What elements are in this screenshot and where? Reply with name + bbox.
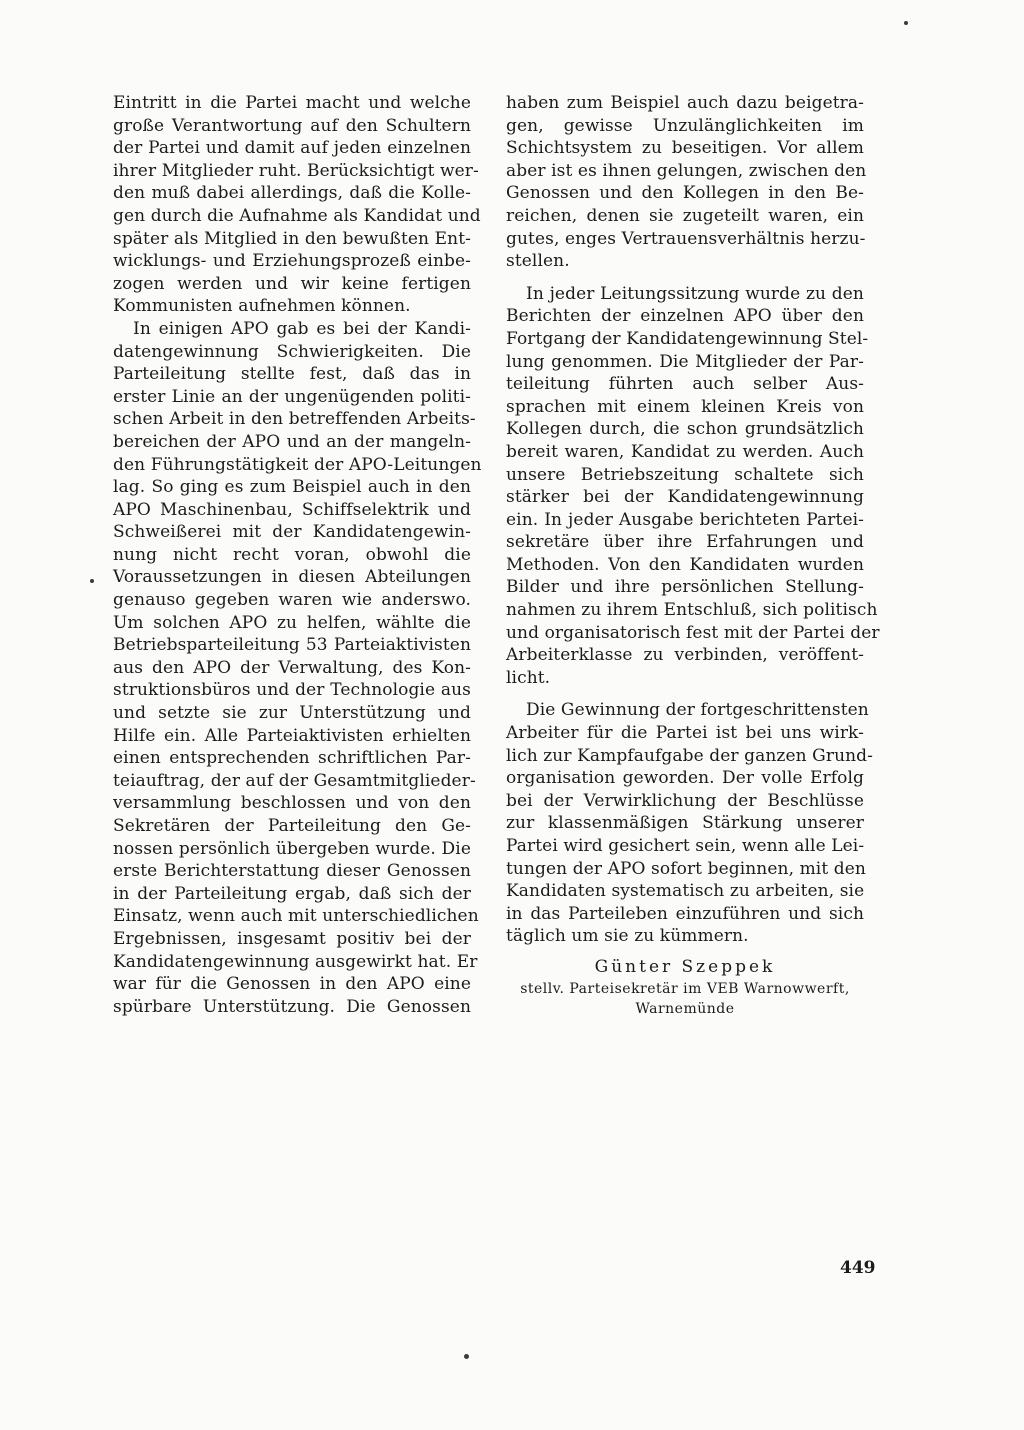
text-line: Partei wird gesichert sein, wenn alle Lei- — [506, 836, 865, 856]
text-line: erste Berichterstattung dieser Genossen — [113, 861, 471, 882]
text-line: nung nicht recht voran, obwohl die — [113, 544, 471, 565]
text-line: aus den APO der Verwaltung, des Kon- — [113, 657, 471, 678]
text-line: In einigen APO gab es bei der Kandi- — [133, 318, 471, 339]
text-line: war für die Genossen in den APO eine — [113, 974, 471, 995]
text-line: bereit waren, Kandidat zu werden. Auch — [506, 441, 864, 462]
text-column-left — [113, 92, 482, 1018]
text-line: gen, gewisse Unzulänglichkeiten im — [506, 115, 864, 136]
text-line: Schweißerei mit der Kandidatengewin- — [113, 522, 471, 543]
text-line: Ergebnissen, insgesamt positiv bei der — [113, 928, 471, 949]
text-line: später als Mitglied in den bewußten Ent- — [113, 228, 471, 249]
text-line: einen entsprechenden schriftlichen Par- — [113, 748, 471, 769]
text-line: den Führungstätigkeit der APO-Leitungen — [113, 454, 482, 475]
text-line: stärker bei der Kandidatengewinnung — [506, 487, 864, 508]
text-line: wicklungs- und Erziehungsprozeß einbe- — [113, 251, 471, 272]
text-line: Um solchen APO zu helfen, wählte die — [113, 612, 471, 633]
text-line: ihrer Mitglieder ruht. Berücksichtigt wer- — [113, 160, 479, 181]
text-line: große Verantwortung auf den Schultern — [113, 115, 471, 136]
text-line: licht. — [506, 667, 551, 688]
page-number: 449 — [840, 1258, 876, 1278]
text-line: Arbeiter für die Partei ist bei uns wirk- — [506, 723, 864, 744]
scan-speck — [464, 1354, 469, 1359]
text-line: Berichten der einzelnen APO über den — [506, 306, 864, 327]
scan-speck — [90, 579, 94, 583]
text-line: teiauftrag, der auf der Gesamtmitglieder- — [113, 770, 476, 791]
text-line: Bilder und ihre persönlichen Stellung- — [506, 577, 864, 598]
paragraph — [506, 92, 867, 273]
text-line: Hilfe ein. Alle Parteiaktivisten erhielten — [113, 725, 471, 746]
text-line: Kommunisten aufnehmen können. — [113, 296, 411, 317]
text-line: stellen. — [506, 251, 570, 272]
text-line: und organisatorisch fest mit der Partei der — [506, 622, 880, 643]
text-line: Kollegen durch, die schon grundsätzlich — [506, 419, 864, 440]
text-line: reichen, denen sie zugeteilt waren, ein — [506, 205, 864, 226]
text-line: Die Gewinnung der fortgeschrittensten — [526, 700, 869, 721]
paragraph — [113, 318, 482, 1018]
text-line: organisation geworden. Der volle Erfolg — [506, 768, 864, 789]
text-line: bereichen der APO und an der mangeln- — [113, 431, 471, 452]
text-line: zogen werden und wir keine fertigen — [113, 273, 471, 294]
text-line: aber ist es ihnen gelungen, zwischen den — [506, 160, 867, 181]
text-line: versammlung beschlossen und von den — [113, 793, 471, 814]
text-line: und setzte sie zur Unterstützung und — [113, 703, 471, 724]
text-line: Arbeiterklasse zu verbinden, veröffent- — [506, 645, 864, 666]
text-line: genauso gegeben waren wie anderswo. — [113, 590, 471, 611]
text-line: zur klassenmäßigen Stärkung unserer — [506, 813, 864, 834]
text-line: ein. In jeder Ausgabe berichteten Partei- — [506, 509, 864, 530]
text-line: datengewinnung Schwierigkeiten. Die — [113, 341, 471, 362]
text-line: Genossen und den Kollegen in den Be- — [506, 183, 864, 204]
text-line: teileitung führten auch selber Aus- — [506, 374, 864, 395]
text-line: In jeder Leitungssitzung wurde zu den — [526, 283, 864, 304]
scan-speck — [904, 21, 908, 25]
text-line: APO Maschinenbau, Schiffselektrik und — [113, 499, 471, 520]
paragraph — [506, 699, 873, 948]
text-line: lich zur Kampfaufgabe der ganzen Grund- — [506, 745, 873, 766]
text-line: sekretäre über ihre Erfahrungen und — [506, 532, 864, 553]
text-line: Einsatz, wenn auch mit unterschiedlichen — [113, 906, 479, 927]
text-line: Schichtsystem zu beseitigen. Vor allem — [506, 138, 864, 159]
paragraph — [113, 92, 481, 318]
text-line: Eintritt in die Partei macht und welche — [113, 93, 471, 113]
text-line: erster Linie an der ungenügenden politi- — [113, 386, 471, 407]
text-line: nossen persönlich übergeben wurde. Die — [113, 838, 471, 859]
text-line: lag. So ging es zum Beispiel auch in den — [113, 477, 471, 498]
paragraph-gap — [506, 273, 864, 283]
text-line: in der Parteileitung ergab, daß sich der — [113, 883, 471, 904]
text-line: Sekretären der Parteileitung den Ge- — [113, 816, 471, 836]
author-role: stellv. Parteisekretär im VEB Warnowwerft, — [520, 980, 850, 997]
text-line: Voraussetzungen in diesen Abteilungen — [113, 567, 471, 588]
text-line: Parteileitung stellte fest, daß das in — [113, 364, 471, 385]
text-line: schen Arbeit in den betreffenden Arbeits- — [113, 409, 476, 430]
author-location: Warnemünde — [635, 1000, 735, 1017]
text-line: unsere Betriebszeitung schaltete sich — [506, 464, 864, 485]
text-line: bei der Verwirklichung der Beschlüsse — [506, 790, 864, 811]
text-line: nahmen zu ihrem Entschluß, sich politisch — [506, 600, 878, 621]
text-line: struktionsbüros und der Technologie aus — [113, 680, 471, 701]
text-line: spürbare Unterstützung. Die Genossen — [113, 996, 471, 1017]
text-line: Kandidatengewinnung ausgewirkt hat. Er — [113, 951, 478, 972]
text-column-right — [506, 92, 880, 1019]
text-line: tungen der APO sofort beginnen, mit den — [506, 858, 866, 879]
text-line: täglich um sie zu kümmern. — [506, 926, 749, 947]
text-line: Methoden. Von den Kandidaten wurden — [506, 554, 864, 575]
paragraph-gap — [506, 689, 864, 699]
text-line: Kandidaten systematisch zu arbeiten, sie — [506, 881, 865, 902]
author-name: Günter Szeppek — [594, 956, 776, 977]
text-line: in das Parteileben einzuführen und sich — [506, 903, 864, 924]
text-line: gutes, enges Vertrauensverhältnis herzu- — [506, 228, 866, 249]
text-line: Betriebsparteileitung 53 Parteiaktivisten — [113, 635, 471, 656]
text-line: der Partei und damit auf jeden einzelnen — [113, 138, 471, 159]
paragraph — [506, 283, 880, 690]
text-line: gen durch die Aufnahme als Kandidat und — [113, 205, 481, 226]
text-line: den muß dabei allerdings, daß die Kolle- — [113, 183, 471, 204]
text-line: lung genommen. Die Mitglieder der Par- — [506, 351, 864, 372]
text-line: Fortgang der Kandidatengewinnung Stel- — [506, 328, 869, 349]
text-line: sprachen mit einem kleinen Kreis von — [506, 396, 864, 417]
text-line: haben zum Beispiel auch dazu beigetra- — [506, 93, 864, 113]
